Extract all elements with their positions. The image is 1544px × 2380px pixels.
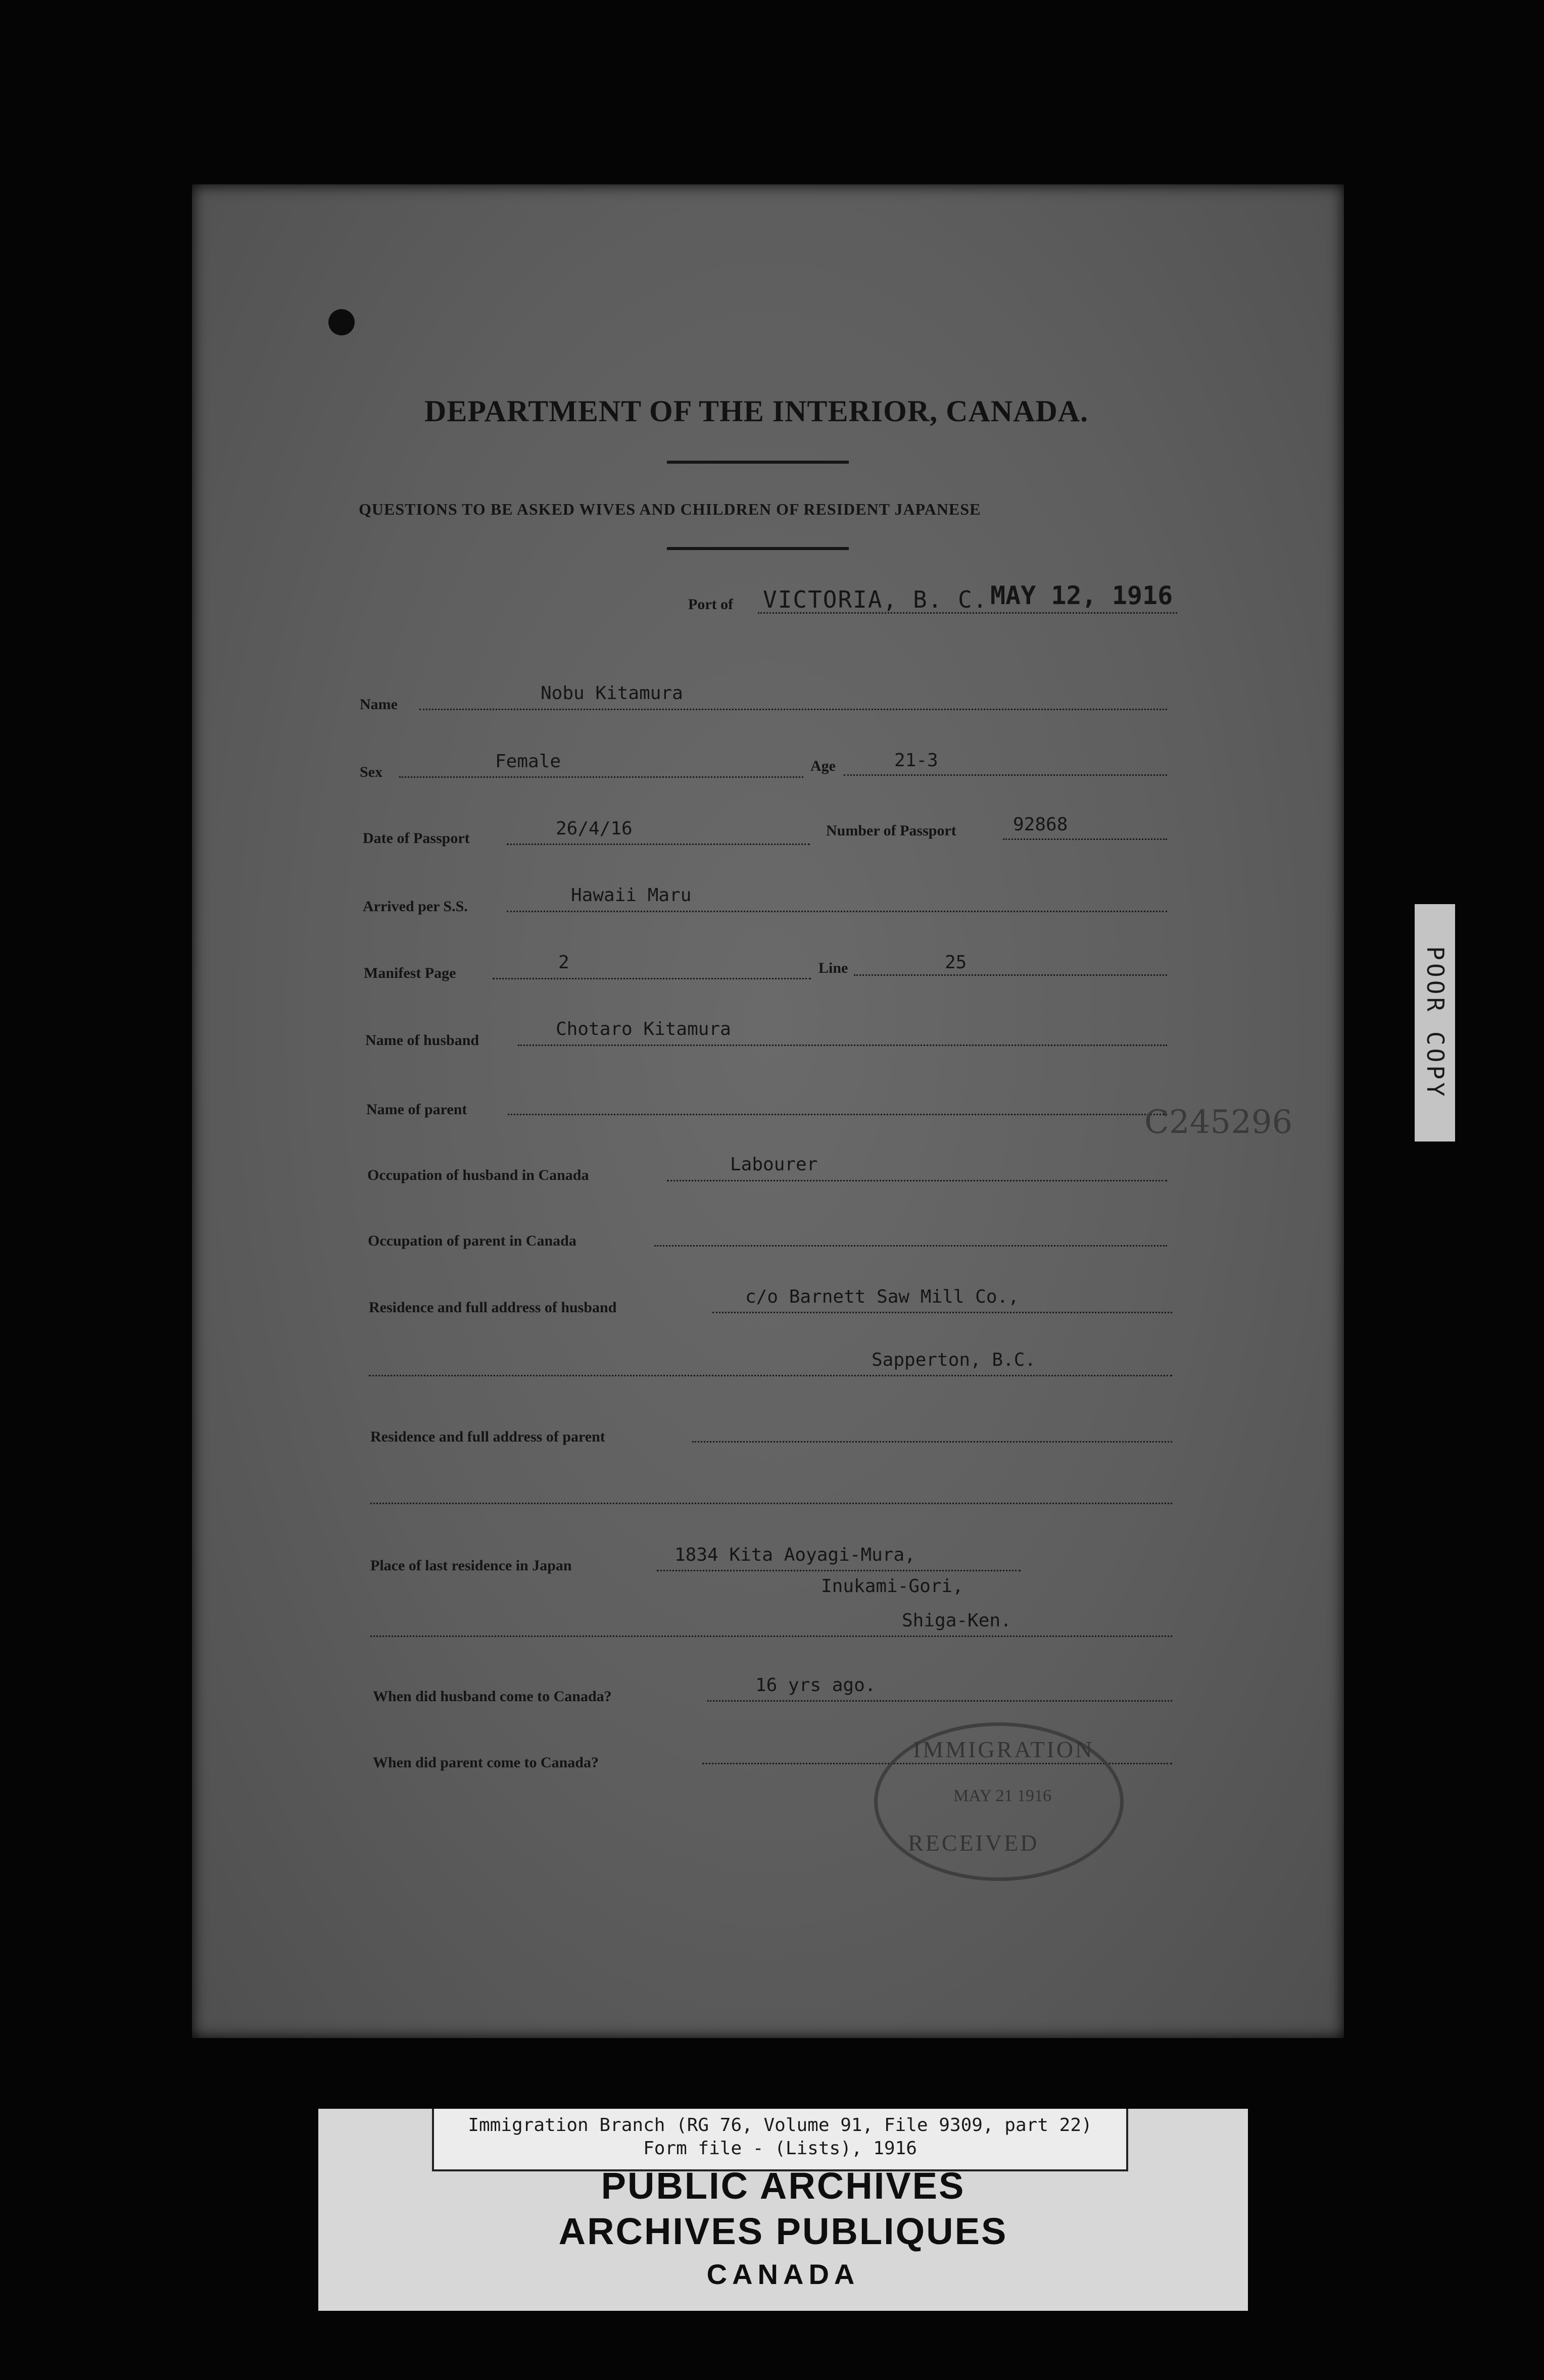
- last-residence-line3: Shiga-Ken.: [902, 1610, 1011, 1631]
- passport-number-value: 92868: [1013, 814, 1068, 835]
- arrived-value: Hawaii Maru: [571, 885, 692, 906]
- husband-name-line: [518, 1045, 1167, 1046]
- last-residence-line1: 1834 Kita Aoyagi-Mura,: [674, 1545, 915, 1565]
- archive-title-fr: ARCHIVES PUBLIQUES: [558, 2210, 1008, 2252]
- file-number-annotation: C245296: [1144, 1104, 1293, 1141]
- husband-name-value: Chotaro Kitamura: [556, 1019, 731, 1039]
- husband-occupation-label: Occupation of husband in Canada: [367, 1167, 589, 1183]
- punch-hole: [328, 309, 355, 335]
- parent-arrival-label: When did parent come to Canada?: [373, 1754, 599, 1771]
- line-label: Line: [818, 960, 848, 976]
- age-value: 21-3: [894, 750, 938, 771]
- parent-occupation-line: [654, 1245, 1167, 1247]
- passport-date-line: [507, 844, 810, 845]
- passport-date-value: 26/4/16: [556, 818, 633, 839]
- poor-copy-text: POOR COPY: [1422, 946, 1449, 1100]
- passport-number-line: [1003, 838, 1167, 840]
- husband-arrival-line: [707, 1700, 1172, 1702]
- husband-residence-line1: c/o Barnett Saw Mill Co.,: [745, 1286, 1019, 1307]
- parent-occupation-label: Occupation of parent in Canada: [368, 1232, 576, 1249]
- name-label: Name: [360, 696, 398, 713]
- port-value: VICTORIA, B. C.: [763, 586, 988, 613]
- stamp-date: MAY 21 1916: [953, 1787, 1051, 1805]
- archive-title-en: PUBLIC ARCHIVES: [601, 2165, 966, 2207]
- name-line: [419, 709, 1167, 710]
- passport-date-label: Date of Passport: [363, 830, 470, 847]
- husband-arrival-label: When did husband come to Canada?: [373, 1688, 612, 1705]
- form-subtitle: QUESTIONS TO BE ASKED WIVES AND CHILDREN OF RESIDENT JAPANESE: [359, 500, 981, 518]
- archive-reference-line2: Form file - (Lists), 1916: [643, 2138, 917, 2159]
- husband-arrival-value: 16 yrs ago.: [755, 1675, 876, 1696]
- manifest-page-label: Manifest Page: [364, 965, 456, 981]
- port-line: [758, 612, 1177, 614]
- subtitle-rule: [667, 547, 849, 550]
- husband-residence-line-a: [712, 1312, 1172, 1313]
- line-line: [854, 974, 1167, 976]
- port-label: Port of: [688, 596, 734, 613]
- archive-reference-box: [432, 2109, 1128, 2171]
- husband-residence-line-b: [369, 1375, 1172, 1376]
- archive-reference-line1: Immigration Branch (RG 76, Volume 91, File 9309, part 22): [468, 2115, 1092, 2136]
- parent-name-line: [508, 1114, 1167, 1115]
- husband-occupation-line: [667, 1180, 1167, 1181]
- port-date: MAY 12, 1916: [990, 581, 1173, 610]
- sex-value: Female: [495, 751, 561, 772]
- husband-occupation-value: Labourer: [730, 1154, 818, 1175]
- last-residence-line2: Inukami-Gori,: [821, 1576, 963, 1597]
- last-residence-label: Place of last residence in Japan: [370, 1557, 572, 1574]
- stamp-top-text: IMMIGRATION: [913, 1737, 1094, 1762]
- stamp-bottom-text: RECEIVED: [908, 1830, 1039, 1856]
- parent-residence-label: Residence and full address of parent: [370, 1428, 605, 1445]
- line-value: 25: [945, 952, 967, 973]
- name-value: Nobu Kitamura: [541, 683, 683, 704]
- sex-label: Sex: [360, 764, 382, 780]
- parent-name-label: Name of parent: [366, 1101, 467, 1118]
- department-heading: DEPARTMENT OF THE INTERIOR, CANADA.: [424, 394, 1089, 428]
- header-rule: [667, 461, 849, 464]
- archive-country: CANADA: [706, 2258, 860, 2290]
- manifest-page-line: [493, 978, 811, 979]
- passport-number-label: Number of Passport: [826, 822, 956, 839]
- husband-residence-line2: Sapperton, B.C.: [872, 1350, 1036, 1370]
- last-residence-line-b: [370, 1635, 1172, 1637]
- arrived-label: Arrived per S.S.: [363, 898, 468, 915]
- husband-residence-label: Residence and full address of husband: [369, 1299, 617, 1316]
- last-residence-line-a: [657, 1570, 1021, 1571]
- arrived-line: [507, 911, 1167, 912]
- poor-copy-tag: [1415, 904, 1455, 1142]
- husband-name-label: Name of husband: [365, 1032, 479, 1049]
- parent-residence-line-b: [370, 1503, 1172, 1504]
- age-line: [844, 774, 1167, 776]
- sex-line: [399, 776, 803, 778]
- manifest-page-value: 2: [558, 952, 569, 973]
- received-stamp: [874, 1722, 1124, 1881]
- age-label: Age: [810, 758, 836, 774]
- parent-residence-line-a: [692, 1441, 1172, 1443]
